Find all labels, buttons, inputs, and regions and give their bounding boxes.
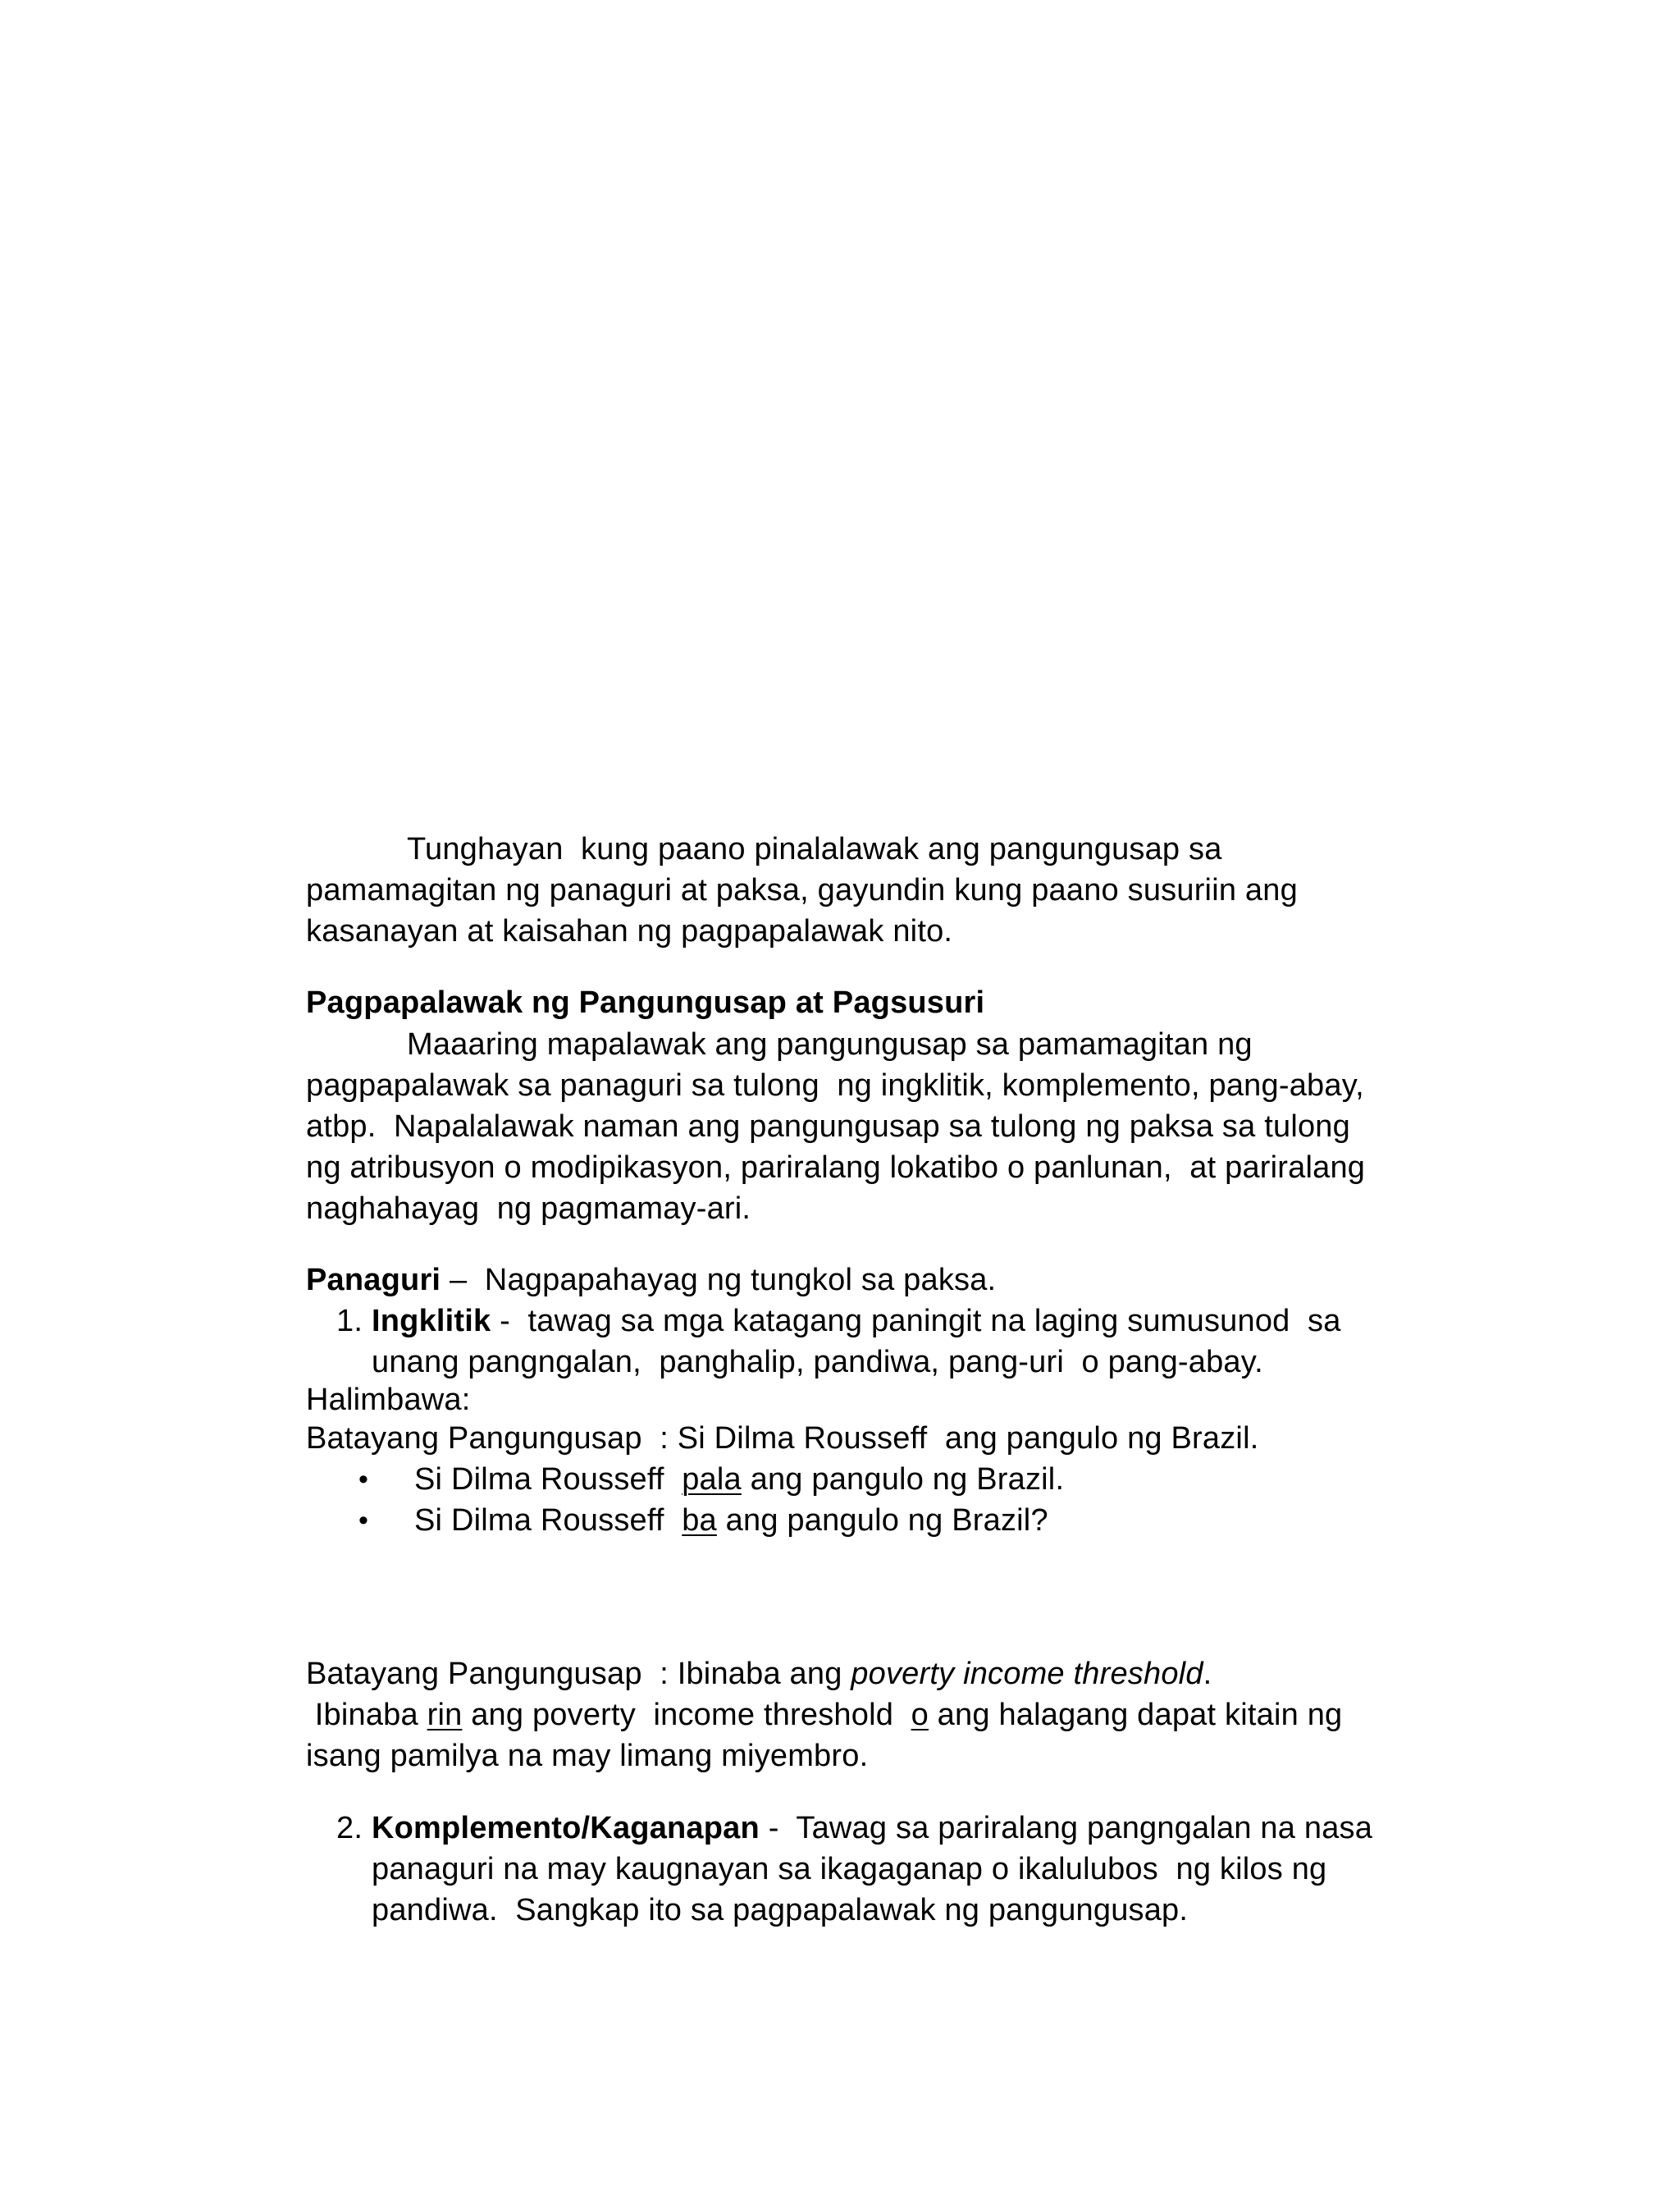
item-1-line-1 <box>372 1301 1341 1342</box>
intro-line-3: kasanayan at kaisahan ng pagpapalawak nito. <box>306 914 953 949</box>
example-1-bullet-2 <box>414 1500 1048 1541</box>
section-paragraph-line-5: naghahayag ng pagmamay-ari. <box>306 1191 751 1226</box>
example-2-l1-pre: Ibinaba <box>306 1698 427 1732</box>
panaguri-definition <box>306 1260 996 1301</box>
bullet-1-text-pre: Si Dilma Rousseff <box>414 1462 682 1497</box>
item-2-definition: - Tawag sa pariralang pangngalan na nasa <box>759 1811 1373 1845</box>
example-2-base-italic: poverty income threshold <box>851 1657 1203 1691</box>
bullet-1-text-post: ang pangulo ng Brazil. <box>741 1462 1065 1497</box>
item-2-line-3: pandiwa. Sangkap ito sa pagpapalawak ng pangungusap. <box>372 1893 1189 1927</box>
bullet-icon: • <box>358 1464 368 1495</box>
bullet-2-underlined-word: ba <box>682 1503 717 1538</box>
section-heading: Pagpapalawak ng Pangungusap at Pagsusuri <box>306 985 985 1020</box>
section-paragraph-line-2: pagpapalawak sa panaguri sa tulong ng ingklitik, komplemento, pang-abay, <box>306 1068 1364 1103</box>
item-2-line-1 <box>372 1808 1372 1849</box>
example-2-base-sentence <box>306 1653 1212 1694</box>
item-2-number: 2. <box>336 1811 363 1845</box>
item-1-number: 1. <box>336 1304 363 1338</box>
item-1-term: Ingklitik <box>372 1304 491 1338</box>
bullet-2-text-post: ang pangulo ng Brazil? <box>716 1503 1048 1538</box>
example-1-base-sentence: Batayang Pangungusap : Si Dilma Rousseff ang pangulo ng Brazil. <box>306 1421 1259 1456</box>
section-paragraph-line-4: ng atribusyon o modipikasyon, pariralang lokatibo o panlunan, at pariralang <box>306 1150 1366 1185</box>
example-2-line-1 <box>306 1694 1342 1735</box>
bullet-2-text-pre: Si Dilma Rousseff <box>414 1503 682 1538</box>
panaguri-text: – Nagpapahayag ng tungkol sa paksa. <box>441 1263 997 1297</box>
example-1-bullet-1 <box>414 1459 1064 1500</box>
example-2-base-pre: Batayang Pangungusap : Ibinaba ang <box>306 1657 851 1691</box>
example-2-base-post: . <box>1203 1657 1212 1691</box>
example-2-l1-mid: ang poverty income threshold <box>462 1698 911 1732</box>
item-1-definition: - tawag sa mga katagang paningit na laging sumusunod sa <box>491 1304 1341 1338</box>
example-label: Halimbawa: <box>306 1383 471 1417</box>
intro-line-1: Tunghayan kung paano pinalalawak ang pangungusap sa <box>407 832 1222 866</box>
item-2-term: Komplemento/Kaganapan <box>372 1811 760 1845</box>
section-paragraph-line-3: atbp. Napalalawak naman ang pangungusap sa tulong ng paksa sa tulong <box>306 1109 1350 1144</box>
panaguri-term: Panaguri <box>306 1263 441 1297</box>
example-2-underlined-rin: rin <box>427 1698 463 1732</box>
item-2-line-2: panaguri na may kaugnayan sa ikagaganap o ikalulubos ng kilos ng <box>372 1852 1327 1886</box>
section-paragraph-line-1: Maaaring mapalawak ang pangungusap sa pamamagitan ng <box>407 1027 1253 1062</box>
example-2-l1-post: ang halagang dapat kitain ng <box>928 1698 1343 1732</box>
bullet-1-underlined-word: pala <box>682 1462 742 1497</box>
item-1-line-2: unang pangngalan, panghalip, pandiwa, pang-uri o pang-abay. <box>372 1345 1263 1379</box>
example-2-underlined-o: o <box>911 1698 929 1732</box>
bullet-icon: • <box>358 1505 368 1536</box>
intro-line-2: pamamagitan ng panaguri at paksa, gayundin kung paano susuriin ang <box>306 873 1298 908</box>
example-2-line-2: isang pamilya na may limang miyembro. <box>306 1739 869 1773</box>
